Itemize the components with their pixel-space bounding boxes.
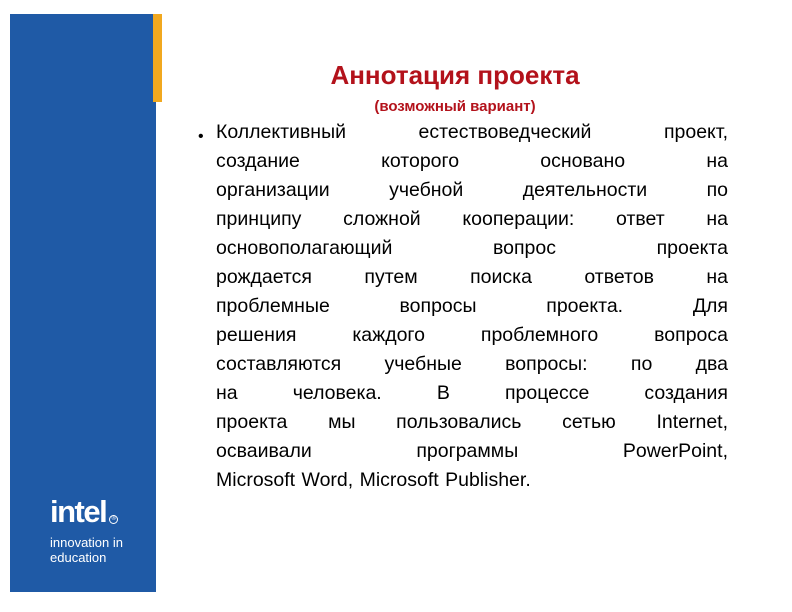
body-line: проекта мы пользовались сетью Internet, [216,411,728,433]
body-line: Коллективный естествоведческий проект, [216,121,728,143]
logo-wordmark: intel [50,494,107,529]
bullet-icon: • [198,128,204,145]
slide-subtitle: (возможный вариант) [374,98,536,115]
accent-bar [153,14,162,102]
body-line: осваивали программы PowerPoint, [216,440,728,462]
body-line: основополагающий вопрос проекта [216,237,728,259]
logo-tagline [50,535,123,565]
body-line: решения каждого проблемного вопроса [216,324,728,346]
body-line: проблемные вопросы проекта. Для [216,295,728,317]
body-line: составляются учебные вопросы: по два [216,353,728,375]
tagline-line-2: education [50,550,107,565]
tagline-line-1: innovation in [50,535,123,550]
side-panel [10,14,156,592]
body-line: принципу сложной кооперации: ответ на [216,208,728,230]
body-line: создание которого основано на [216,150,728,172]
body-line: организации учебной деятельности по [216,179,728,201]
body-line: рождается путем поиска ответов на [216,266,728,288]
bullet-text [216,118,728,495]
body-line: Microsoft Word, Microsoft Publisher. [216,469,531,491]
registered-mark: ® [109,515,118,524]
intel-logo [50,495,123,565]
slide-title: Аннотация проекта [330,60,580,90]
body-line: на человека. В процессе создания [216,382,728,404]
